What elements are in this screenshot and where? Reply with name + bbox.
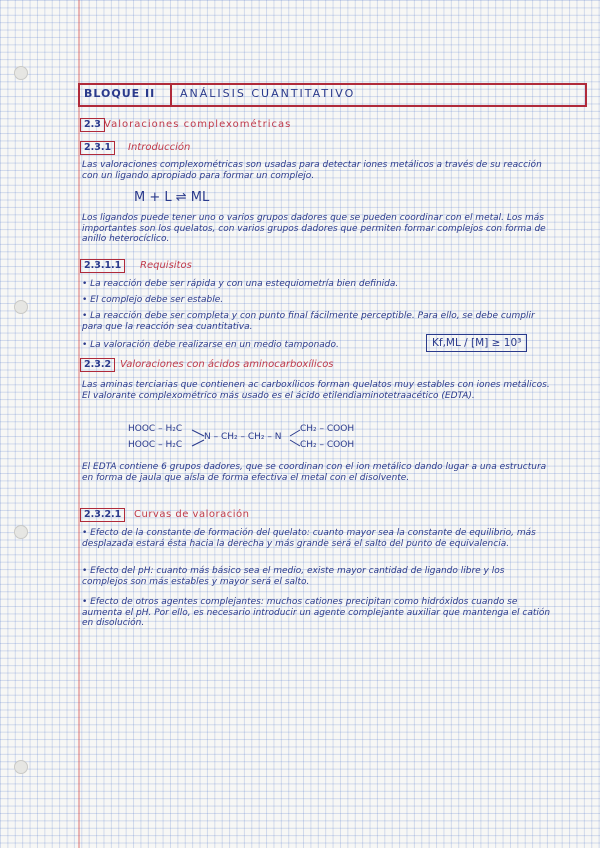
bullet-item: • La reacción debe ser completa y con punto final fácilmente perceptible. Para ello, se debe cumplir para que la reacción sea cuantitativa. [82, 311, 535, 332]
edta-group-bottom-left: HOOC – H₂C [128, 440, 183, 450]
section-title: Valoraciones complexométricas [104, 119, 292, 130]
subsection-title: Requisitos [140, 260, 192, 271]
bullet-text: La valoración debe realizarse en un medio tamponado. [90, 340, 339, 350]
equation: M + L ⇌ ML [134, 190, 210, 205]
bullet-text: La reacción debe ser completa y con punto final fácilmente perceptible. Para ello, se debe cumplir para que la reacción sea cuantitativa. [82, 311, 535, 332]
subsection-number: 2.3.2 [80, 358, 115, 372]
bullet-text: El complejo debe ser estable. [90, 295, 224, 305]
bullet-text: Efecto de la constante de formación del quelato: cuanto mayor sea la constante de equilibrio, más desplazada estará ésta hacia la derecha y más grande será el salto del punto de equivalencia. [82, 528, 536, 549]
bullet-text: La reacción debe ser rápida y con una estequiometría bien definida. [90, 279, 399, 289]
subsection-number: 2.3.2.1 [80, 508, 125, 522]
bullet-item: • La valoración debe realizarse en un medio tamponado. [82, 340, 339, 350]
bullet-item: • El complejo debe ser estable. [82, 295, 224, 305]
bullet-item: • Efecto de otros agentes complejantes: muchos cationes precipitan como hidróxidos cuando se aumenta el pH. Por ello, es necesario introducir un agente complejante auxiliar que mantenga el catión en disolución. [82, 597, 551, 628]
edta-backbone: N – CH₂ – CH₂ – N [204, 432, 282, 442]
subsection-title: Introducción [128, 142, 191, 153]
edta-group-bottom-right: CH₂ – COOH [300, 440, 355, 450]
paragraph: Las valoraciones complexométricas son usadas para detectar iones metálicos a través de su reacción con un ligando apropiado para formar un complejo. [82, 160, 542, 181]
page-title: ANÁLISIS CUANTITATIVO [180, 87, 356, 100]
block-label: BLOQUE II [84, 87, 156, 100]
bullet-item: • Efecto del pH: cuanto más básico sea el medio, existe mayor cantidad de ligando libre y los complejos son más estables y mayor será el salto. [82, 566, 505, 587]
bullet-item: • Efecto de la constante de formación del quelato: cuanto mayor sea la constante de equilibrio, más desplazada estará ésta hacia la derecha y más grande será el salto del punto de equivalencia. [82, 528, 536, 549]
subsection-number: 2.3.1.1 [80, 259, 125, 273]
subsection-title: Valoraciones con ácidos aminocarboxílicos [120, 359, 334, 370]
paragraph: Las aminas terciarias que contienen ac carboxílicos forman quelatos muy estables con iones metálicos. El valorante complexométrico más usado es el ácido etilendiaminotetraacético (EDTA). [82, 380, 550, 401]
bullet-text: Efecto de otros agentes complejantes: muchos cationes precipitan como hidróxidos cuando se aumenta el pH. Por ello, es necesario introducir un agente complejante auxiliar que mantenga el catión en disolución. [82, 597, 551, 628]
quantitative-condition-box: Kf,ML / [M] ≥ 10³ [426, 334, 527, 352]
paragraph: Los ligandos puede tener uno o varios grupos dadores que se pueden coordinar con el metal. Los más importantes son los quelatos, con varios grupos dadores que permiten formar complejos con forma de anillo heterocíclico. [82, 213, 546, 244]
paragraph: El EDTA contiene 6 grupos dadores, que se coordinan con el ion metálico dando lugar a una estructura en forma de jaula que aísla de forma efectiva el metal con el disolvente. [82, 462, 547, 483]
subsection-title: Curvas de valoración [134, 509, 250, 520]
subsection-number: 2.3.1 [80, 141, 115, 155]
edta-group-top-left: HOOC – H₂C [128, 424, 183, 434]
bullet-text: Efecto del pH: cuanto más básico sea el medio, existe mayor cantidad de ligando libre y los complejos son más estables y mayor será el salto. [82, 566, 505, 587]
bullet-item: • La reacción debe ser rápida y con una estequiometría bien definida. [82, 279, 399, 289]
section-number: 2.3 [80, 118, 105, 132]
edta-group-top-right: CH₂ – COOH [300, 424, 355, 434]
